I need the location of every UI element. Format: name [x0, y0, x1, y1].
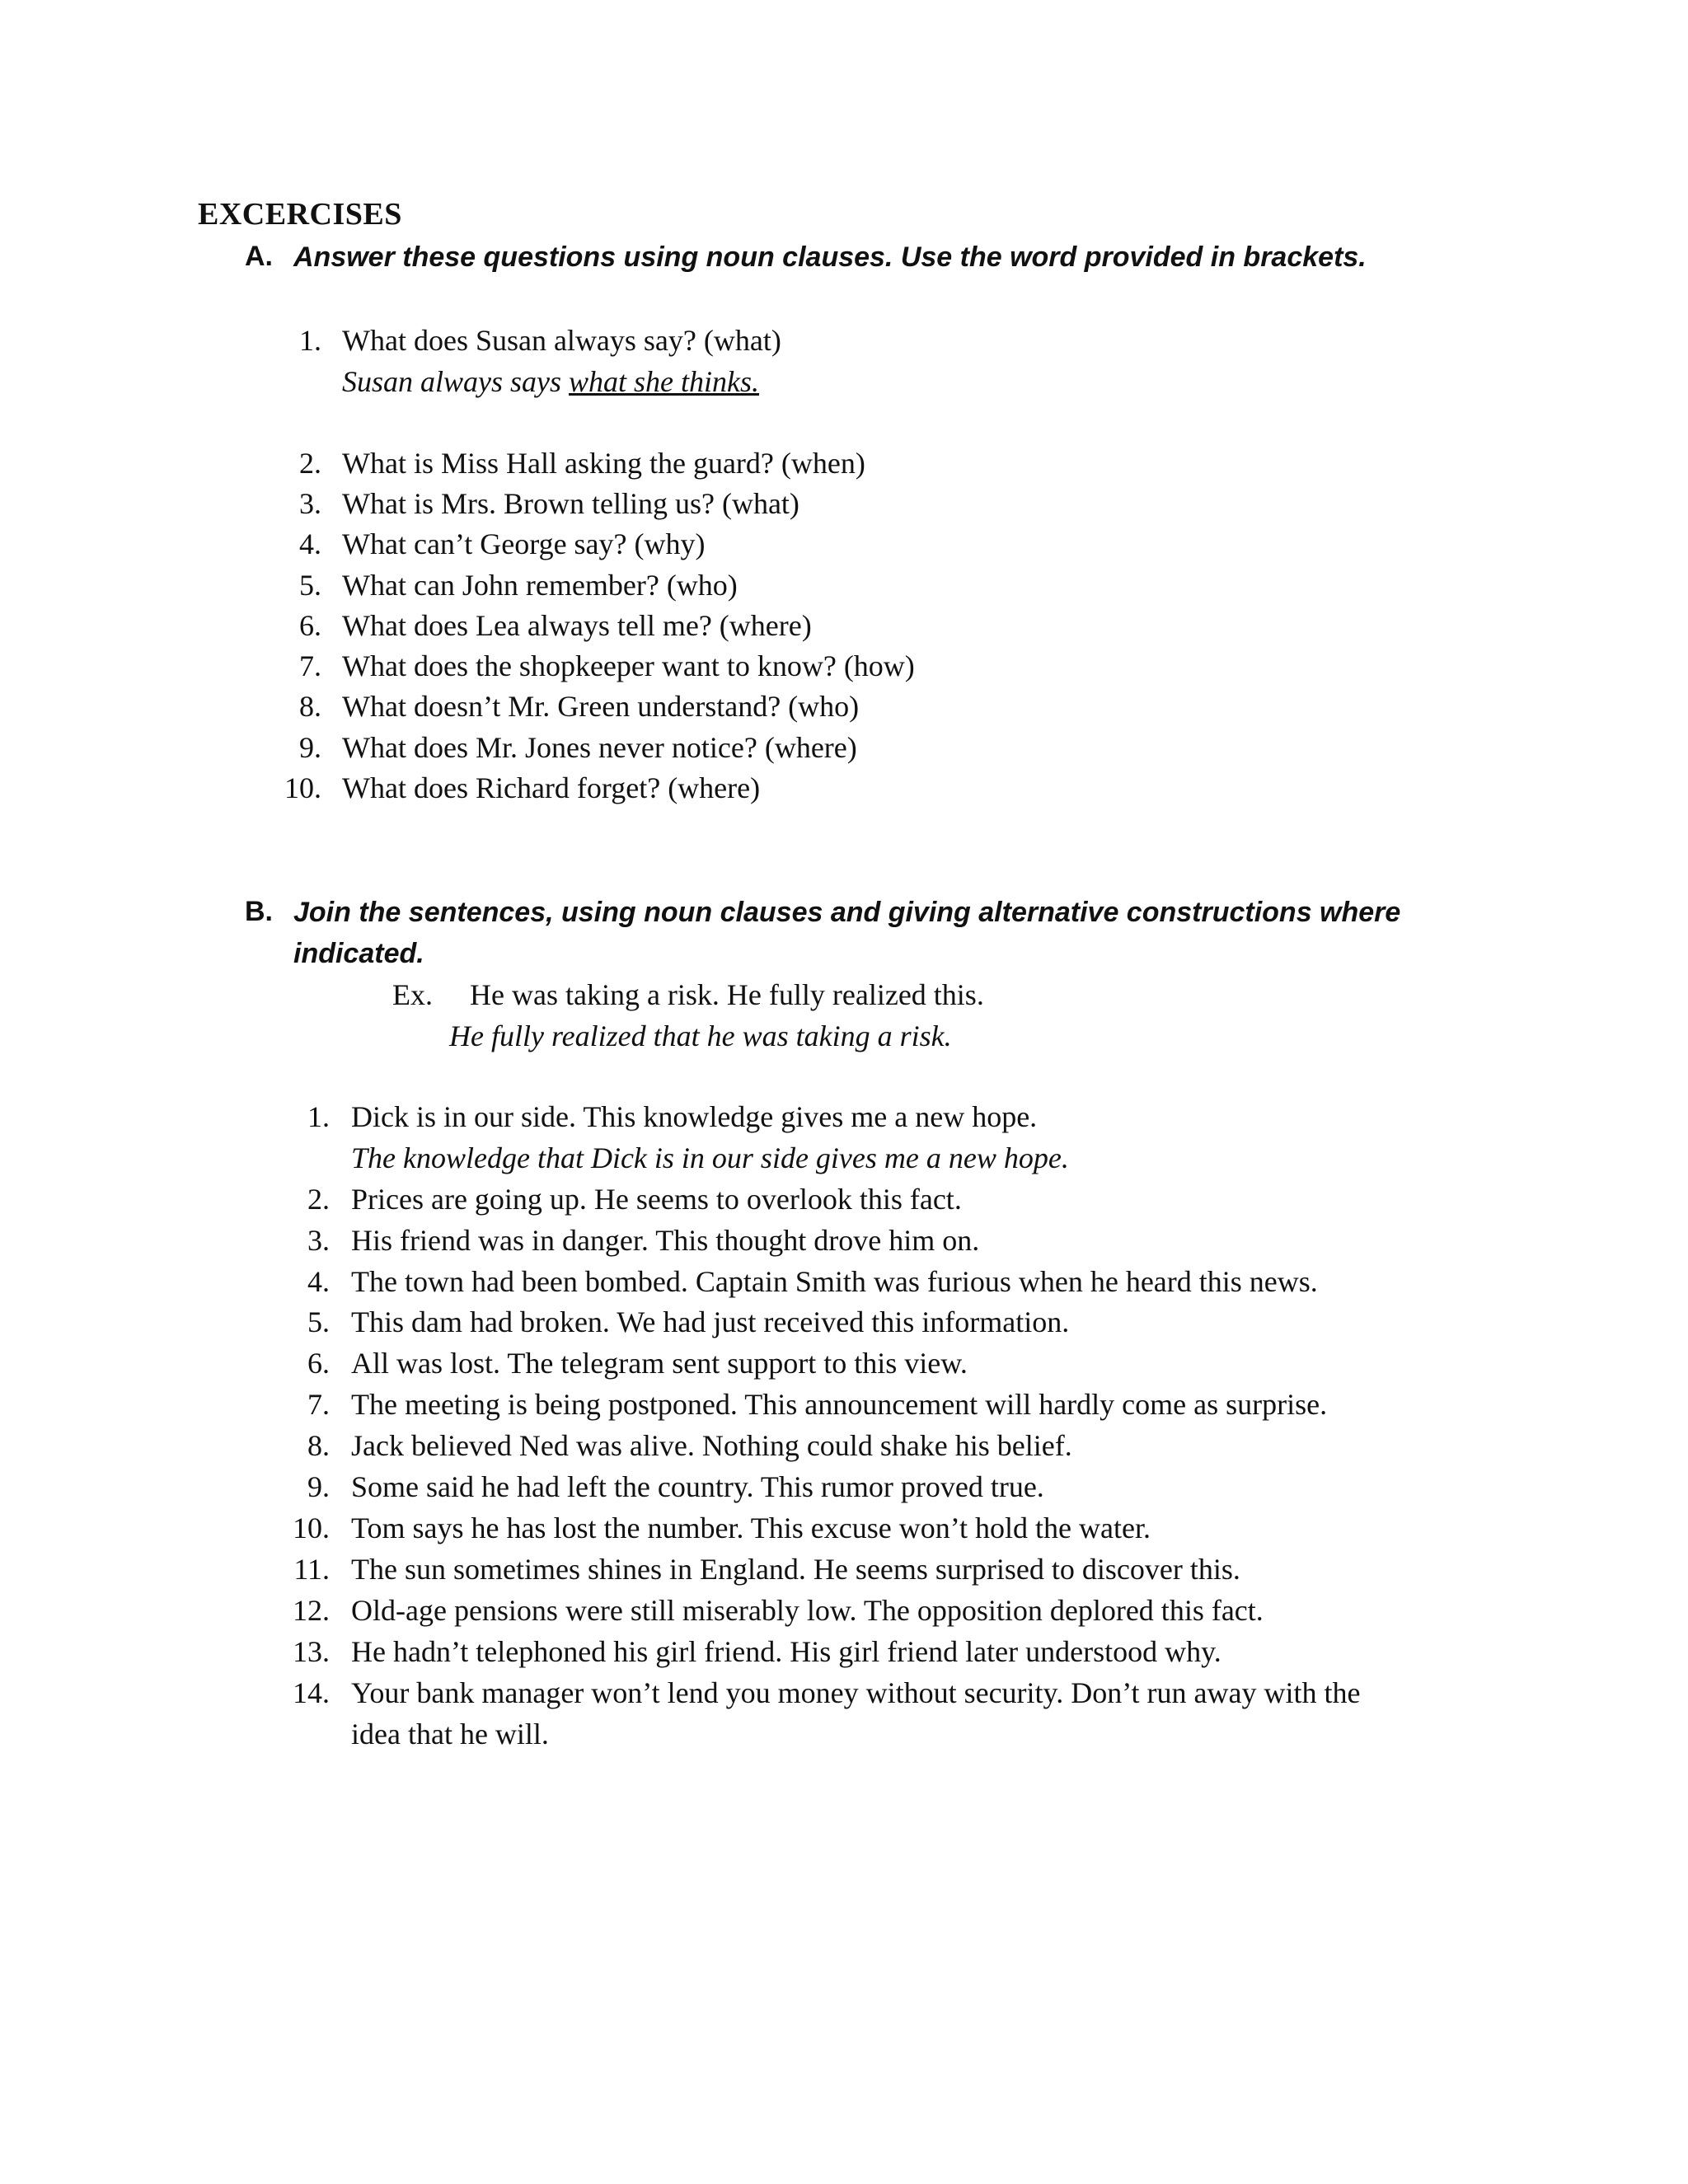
- list-item: Tom says he has lost the number. This excuse won’t hold the water.: [351, 1511, 1151, 1544]
- page-title: EXCERCISES: [198, 197, 402, 232]
- item-number: 2.: [307, 1183, 330, 1216]
- item-number: 1.: [299, 324, 321, 357]
- list-item: What does Mr. Jones never notice? (where): [342, 731, 857, 764]
- item-number: 10.: [293, 1511, 330, 1544]
- item-number: 9.: [299, 731, 321, 764]
- item-number: 6.: [299, 609, 321, 642]
- list-item-answer: The knowledge that Dick is in our side gives me a new hope.: [351, 1141, 1069, 1174]
- section-b-instruction-line1: Join the sentences, using noun clauses and giving alternative constructions where: [293, 897, 1401, 928]
- item-number: 7.: [299, 649, 321, 682]
- item-number: 8.: [299, 690, 321, 723]
- section-a-letter: A.: [245, 241, 273, 272]
- list-item: Prices are going up. He seems to overlook this fact.: [351, 1183, 962, 1216]
- list-item: What can’t George say? (why): [342, 527, 706, 560]
- list-item: What does the shopkeeper want to know? (how): [342, 649, 915, 682]
- list-item: The meeting is being postponed. This announcement will hardly come as surprise.: [351, 1388, 1328, 1421]
- item-question: What does Susan always say? (what): [342, 324, 781, 357]
- list-item: What does Lea always tell me? (where): [342, 609, 812, 642]
- list-item: Your bank manager won’t lend you money without security. Don’t run away with the: [351, 1676, 1361, 1709]
- list-item: The town had been bombed. Captain Smith was furious when he heard this news.: [351, 1265, 1318, 1298]
- item-number: 1.: [307, 1100, 330, 1133]
- list-item: What doesn’t Mr. Green understand? (who): [342, 690, 860, 723]
- list-item: Old-age pensions were still miserably low. The opposition deplored this fact.: [351, 1594, 1264, 1627]
- item-number: 11.: [293, 1553, 330, 1586]
- item-number: 6.: [307, 1347, 330, 1380]
- item-number: 8.: [307, 1429, 330, 1462]
- item-number: 4.: [299, 527, 321, 560]
- example-answer-underlined: what she thinks.: [569, 365, 760, 398]
- list-item: The sun sometimes shines in England. He seems surprised to discover this.: [351, 1553, 1240, 1586]
- list-item: He hadn’t telephoned his girl friend. His girl friend later understood why.: [351, 1635, 1221, 1668]
- list-item: What does Richard forget? (where): [342, 771, 761, 804]
- section-b-instruction-line2: indicated.: [293, 938, 424, 969]
- example-label: Ex.: [392, 978, 433, 1011]
- list-item: His friend was in danger. This thought drove him on.: [351, 1224, 980, 1257]
- section-b-letter: B.: [245, 896, 273, 927]
- item-number: 4.: [307, 1265, 330, 1298]
- example-answer-prefix: Susan always says: [342, 365, 570, 398]
- item-number: 3.: [307, 1224, 330, 1257]
- list-item: All was lost. The telegram sent support to this view.: [351, 1347, 968, 1380]
- item-number: 9.: [307, 1470, 330, 1503]
- item-number: 10.: [284, 771, 321, 804]
- item-number: 7.: [307, 1388, 330, 1421]
- list-item: Dick is in our side. This knowledge gives me a new hope.: [351, 1100, 1038, 1133]
- list-item: What can John remember? (who): [342, 569, 738, 602]
- example-answer: [342, 361, 759, 402]
- item-number: 12.: [293, 1594, 330, 1627]
- list-item: This dam had broken. We had just received this information.: [351, 1305, 1070, 1338]
- item-number: 13.: [293, 1635, 330, 1668]
- list-item: What is Mrs. Brown telling us? (what): [342, 487, 799, 520]
- item-number: 2.: [299, 447, 321, 480]
- section-a-instruction: Answer these questions using noun clauses. Use the word provided in brackets.: [293, 241, 1367, 273]
- item-number: 5.: [307, 1305, 330, 1338]
- item-number: 14.: [293, 1676, 330, 1709]
- item-number: 3.: [299, 487, 321, 520]
- example-answer: He fully realized that he was taking a risk.: [449, 1019, 952, 1052]
- item-number: 5.: [299, 569, 321, 602]
- list-item-continuation: idea that he will.: [351, 1718, 549, 1750]
- list-item: What is Miss Hall asking the guard? (when): [342, 447, 865, 480]
- list-item: Jack believed Ned was alive. Nothing could shake his belief.: [351, 1429, 1072, 1462]
- example-text: He was taking a risk. He fully realized this.: [470, 978, 984, 1011]
- list-item: Some said he had left the country. This rumor proved true.: [351, 1470, 1044, 1503]
